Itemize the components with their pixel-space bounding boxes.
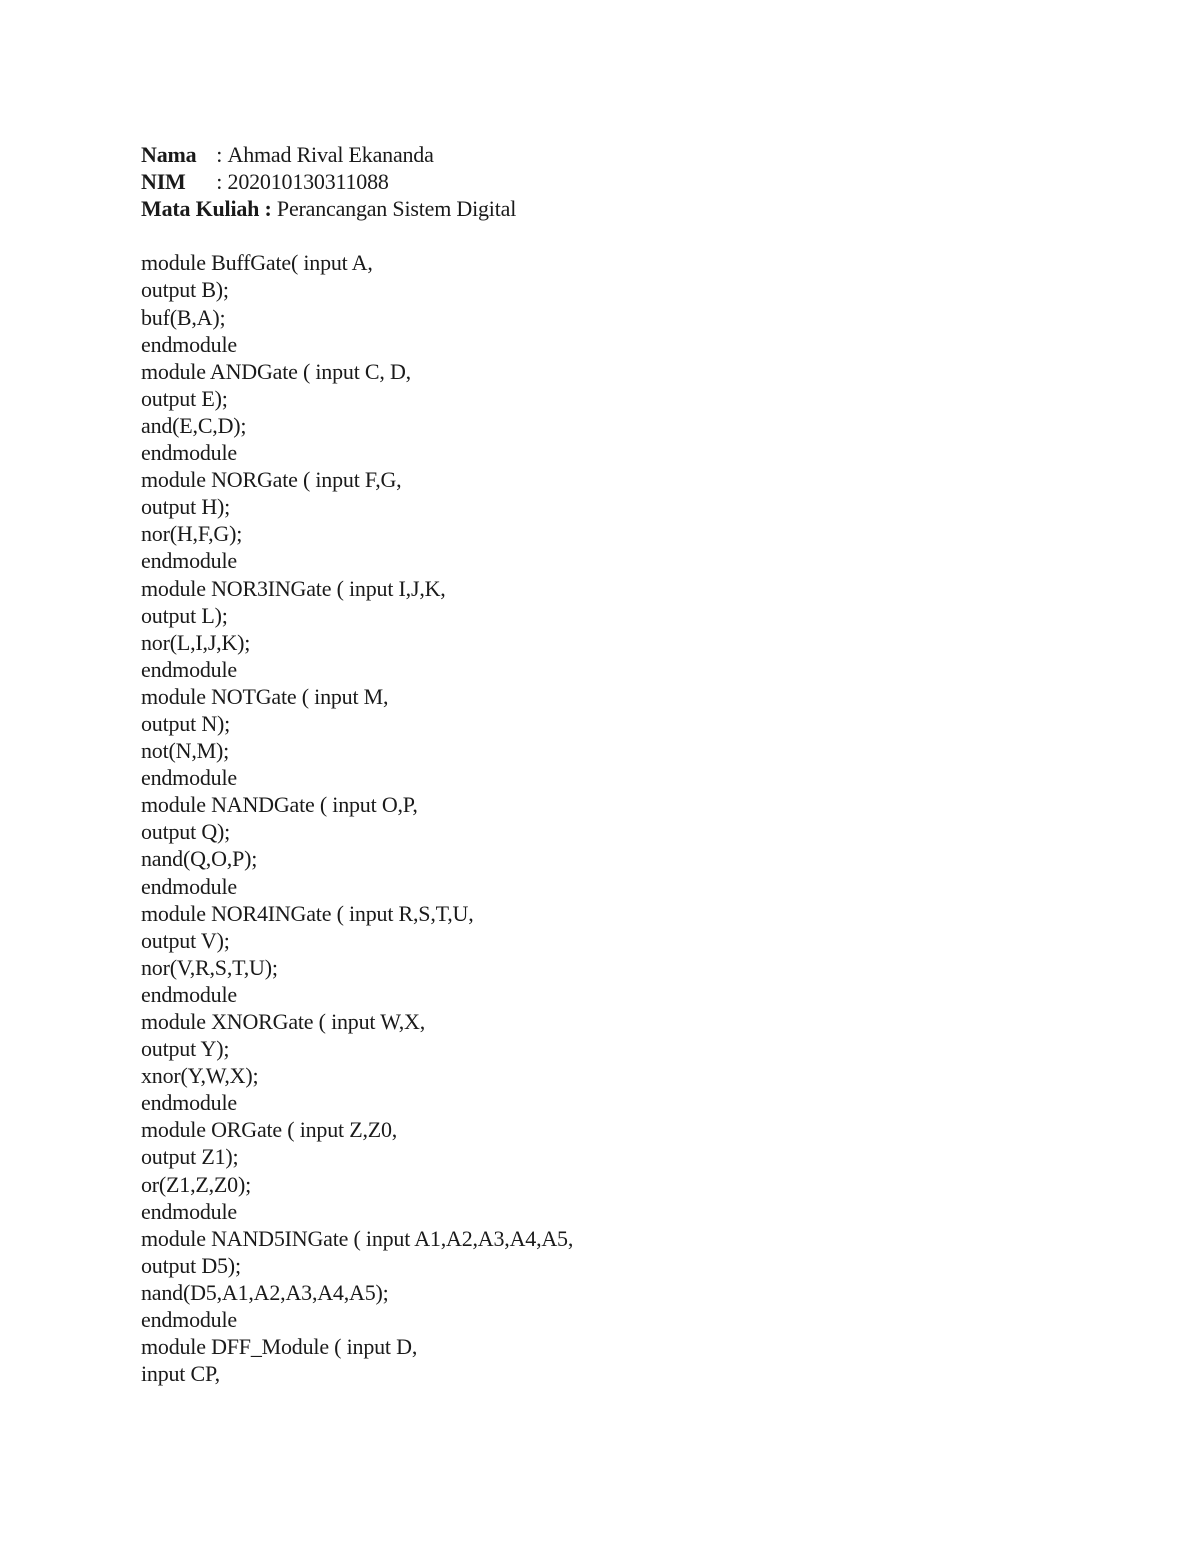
code-line: module NOR3INGate ( input I,J,K, <box>141 575 446 601</box>
code-line: output N); <box>141 710 231 736</box>
code-line: output Z1); <box>141 1144 239 1170</box>
code-line: output V); <box>141 927 230 953</box>
name-label: Nama <box>141 142 197 167</box>
code-line: module NOR4INGate ( input R,S,T,U, <box>141 900 474 926</box>
code-line: module NORGate ( input F,G, <box>141 467 402 493</box>
code-line: output D5); <box>141 1252 241 1278</box>
document-body <box>141 141 1101 1387</box>
name-separator: : <box>211 142 228 167</box>
code-line: module NAND5INGate ( input A1,A2,A3,A4,A5, <box>141 1225 574 1251</box>
code-line: module ORGate ( input Z,Z0, <box>141 1117 398 1143</box>
code-line: module NOTGate ( input M, <box>141 683 389 709</box>
code-line: nand(Q,O,P); <box>141 846 258 872</box>
nim-label: NIM <box>141 169 186 195</box>
code-line: endmodule <box>141 1307 237 1333</box>
code-line: output Q); <box>141 819 231 845</box>
code-line: module BuffGate( input A, <box>141 250 373 276</box>
code-line: endmodule <box>141 1198 237 1224</box>
student-name-line <box>141 141 1101 168</box>
code-line: input CP, <box>141 1361 220 1387</box>
code-line: module ANDGate ( input C, D, <box>141 358 411 384</box>
code-line: xnor(Y,W,X); <box>141 1063 259 1089</box>
course-line <box>141 195 1101 222</box>
code-line: or(Z1,Z,Z0); <box>141 1171 252 1197</box>
code-line: nor(H,F,G); <box>141 521 243 547</box>
code-line: endmodule <box>141 440 237 466</box>
nim-separator: : <box>211 169 228 195</box>
code-line: module NANDGate ( input O,P, <box>141 792 418 818</box>
code-line: not(N,M); <box>141 738 230 764</box>
code-line: output E); <box>141 385 228 411</box>
student-name: Ahmad Rival Ekananda <box>227 142 434 167</box>
code-line: output Y); <box>141 1036 230 1062</box>
verilog-code-block <box>141 249 1101 1387</box>
code-line: module XNORGate ( input W,X, <box>141 1009 426 1034</box>
code-line: endmodule <box>141 331 237 357</box>
blank-line <box>141 222 1101 249</box>
student-nim: 202010130311088 <box>227 169 389 195</box>
code-line: endmodule <box>141 765 237 791</box>
code-line: module DFF_Module ( input D, <box>141 1334 418 1360</box>
code-line: endmodule <box>141 981 237 1007</box>
code-line: endmodule <box>141 873 237 899</box>
code-line: output H); <box>141 494 231 520</box>
code-line: and(E,C,D); <box>141 412 247 438</box>
code-line: output B); <box>141 277 229 303</box>
course-name: Perancangan Sistem Digital <box>271 196 517 222</box>
code-line: output L); <box>141 602 228 628</box>
course-label: Mata Kuliah : <box>141 196 272 222</box>
code-line: endmodule <box>141 656 237 682</box>
code-line: nand(D5,A1,A2,A3,A4,A5); <box>141 1279 389 1305</box>
code-line: nor(L,I,J,K); <box>141 629 251 655</box>
code-line: buf(B,A); <box>141 304 226 330</box>
code-line: nor(V,R,S,T,U); <box>141 954 278 980</box>
student-nim-line <box>141 168 1101 195</box>
code-line: endmodule <box>141 548 237 574</box>
code-line: endmodule <box>141 1090 237 1116</box>
